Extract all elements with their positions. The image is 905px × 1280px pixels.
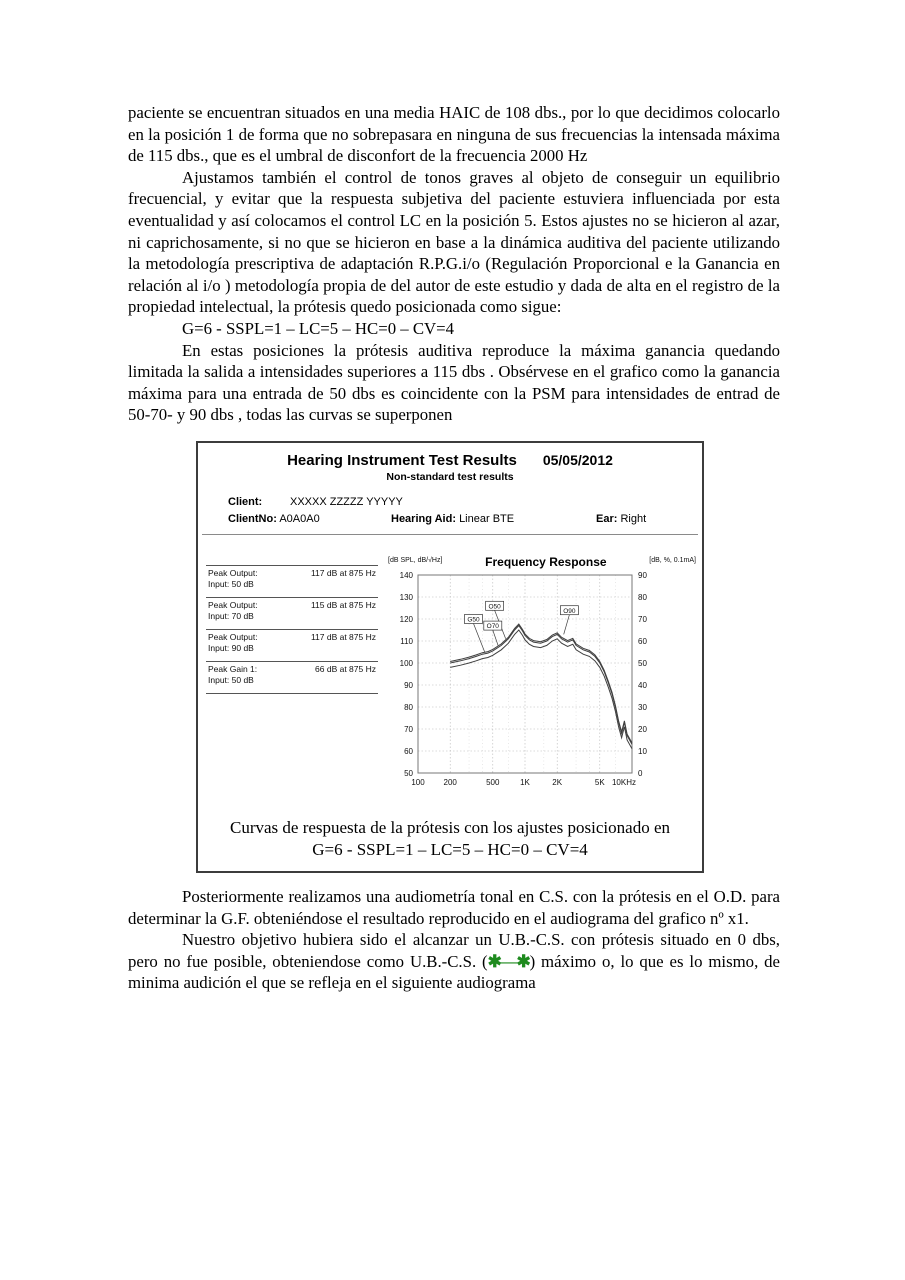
svg-text:O50: O50 xyxy=(488,603,501,611)
clientno-label: ClientNo: xyxy=(228,512,277,525)
paragraph-posiciones: En estas posiciones la prótesis auditiva reproduce la máxima ganancia quedando limitada la salida a intensidades superiores a 115 dbs . Obsérvese en el grafico como la ganancia máxima para una entrada de 50 dbs es coincidente con la PSM para intensidades de entrad de 50-70- y 90 dbs , todas las curvas se superponen xyxy=(128,340,780,425)
measurement-input: Input: 70 dB xyxy=(208,610,254,621)
svg-text:1K: 1K xyxy=(520,777,530,787)
right-axis-unit: [dB, %, 0.1mA] xyxy=(649,556,696,564)
chart-header xyxy=(386,555,698,569)
measurement-input: Input: 50 dB xyxy=(208,674,254,685)
measurement-input: Input: 90 dB xyxy=(208,642,254,653)
clientno-value: A0A0A0 xyxy=(279,512,320,525)
svg-text:G50: G50 xyxy=(467,616,480,624)
ear-group xyxy=(596,513,646,525)
svg-text:60: 60 xyxy=(638,636,647,646)
svg-text:70: 70 xyxy=(404,724,413,734)
frequency-response-chart xyxy=(386,555,698,797)
svg-text:110: 110 xyxy=(400,636,413,646)
paragraph-objetivo xyxy=(128,929,780,994)
svg-text:120: 120 xyxy=(399,614,413,624)
hearing-aid-group xyxy=(391,513,514,525)
measurement-value: 66 dB at 875 Hz xyxy=(315,663,376,674)
measurement-value: 117 dB at 875 Hz xyxy=(310,631,376,642)
caption-line-2: G=6 - SSPL=1 – LC=5 – HC=0 – CV=4 xyxy=(312,839,588,859)
client-label: Client: xyxy=(228,495,263,508)
ear-value: Right xyxy=(620,512,647,525)
svg-text:10KHz: 10KHz xyxy=(611,777,636,787)
objetivo-text-before: Nuestro objetivo hubiera sido el alcanzar un U.B.-C.S. con prótesis situado en 0 dbs, pero no fue posible, obteniendose como U.B.-C.S. ( xyxy=(128,930,780,971)
ear-label: Ear: xyxy=(596,512,618,525)
measurement-row xyxy=(206,629,378,661)
svg-text:90: 90 xyxy=(638,570,647,580)
measurement-label: Peak Output: xyxy=(208,567,258,578)
figure-date: 05/05/2012 xyxy=(542,451,613,468)
response-curve-O70 xyxy=(450,630,632,749)
paragraph-posteriormente: Posteriormente realizamos una audiometría tonal en C.S. con la prótesis en el O.D. para determinar la G.F. obteniéndose el resultado reproducido en el audiograma del grafico nº x1. xyxy=(128,886,780,928)
svg-text:10: 10 xyxy=(638,746,647,756)
svg-text:O70: O70 xyxy=(486,623,499,631)
client-detail-row xyxy=(228,513,678,528)
figure-hearing-test-results xyxy=(196,441,704,873)
paragraph-continuation: paciente se encuentran situados en una media HAIC de 108 dbs., por lo que decidimos colocarlo en la posición 1 de forma que no sobrepasara en ninguna de sus frecuencias la intensada máxima de 115 dbs., que es el umbral de disconfort de la frecuencia 2000 Hz xyxy=(128,103,780,166)
figure-header xyxy=(198,452,702,469)
clientno-group xyxy=(228,513,320,525)
svg-text:20: 20 xyxy=(638,724,647,734)
svg-text:0: 0 xyxy=(638,768,643,778)
client-value: XXXXX ZZZZZ YYYYY xyxy=(290,495,403,508)
settings-values-line: G=6 - SSPL=1 – LC=5 – HC=0 – CV=4 xyxy=(182,318,455,338)
svg-text:5K: 5K xyxy=(594,777,605,787)
objetivo-text-after: ) máximo o, lo que es lo mismo, de minima audición el que se refleja en el siguiente audiograma xyxy=(128,951,781,993)
svg-text:80: 80 xyxy=(404,702,413,712)
hearing-aid-label: Hearing Aid: xyxy=(391,512,456,525)
figure-title: Hearing Instrument Test Results xyxy=(287,451,517,469)
svg-text:50: 50 xyxy=(404,768,413,778)
measurement-row xyxy=(206,597,378,629)
svg-text:140: 140 xyxy=(399,570,413,580)
measurement-label: Peak Output: xyxy=(208,631,258,642)
figure-subtitle: Non-standard test results xyxy=(386,470,514,483)
client-info-block xyxy=(228,496,678,528)
measurement-label: Peak Gain 1: xyxy=(208,663,258,674)
document-page xyxy=(128,102,780,994)
svg-text:70: 70 xyxy=(638,614,647,624)
svg-text:2K: 2K xyxy=(552,777,563,787)
measurement-label: Peak Output: xyxy=(208,599,258,610)
svg-text:60: 60 xyxy=(404,746,413,756)
svg-text:80: 80 xyxy=(638,592,647,602)
svg-text:O90: O90 xyxy=(563,607,576,615)
frequency-response-plot xyxy=(386,569,694,797)
measurement-value: 117 dB at 875 Hz xyxy=(310,567,376,578)
svg-text:40: 40 xyxy=(638,680,647,690)
left-axis-unit: [dB SPL, dB/√Hz] xyxy=(388,556,443,564)
chart-title: Frequency Response xyxy=(485,554,607,569)
hearing-aid-value: Linear BTE xyxy=(459,512,515,525)
measurement-row xyxy=(206,565,378,597)
paragraph-ajustamos: Ajustamos también el control de tonos graves al objeto de conseguir un equilibrio frecuencial, y evitar que la respuesta subjetiva del paciente estuviera influenciada por esta eventualidad y así colocamos el control LC en la posición 5. Estos ajustes no se hicieron al azar, ni caprichosamente, si no que se hicieron en base a la dinámica auditiva del paciente utilizando la metodología prescriptiva de adaptación R.P.G.i/o (Regulación Proporcional e la Ganancia en relación al i/o ) metodología propia de del autor de este estudio y dada de alta en el registro de la propiedad intelectual, la prótesis quedo posicionada como sigue: xyxy=(128,167,780,317)
measurement-panel xyxy=(206,565,378,694)
svg-text:30: 30 xyxy=(638,702,647,712)
measurement-input: Input: 50 dB xyxy=(208,578,254,589)
figure-body xyxy=(198,535,702,797)
svg-text:50: 50 xyxy=(638,658,647,668)
svg-text:130: 130 xyxy=(399,592,413,602)
svg-text:500: 500 xyxy=(486,777,500,787)
svg-text:100: 100 xyxy=(411,777,425,787)
figure-caption xyxy=(204,817,696,861)
svg-text:100: 100 xyxy=(399,658,413,668)
svg-text:90: 90 xyxy=(404,680,413,690)
client-row xyxy=(228,496,678,508)
response-curve-O90 xyxy=(450,624,632,743)
measurement-value: 115 dB at 875 Hz xyxy=(310,599,376,610)
svg-text:200: 200 xyxy=(443,777,457,787)
caption-line-1: Curvas de respuesta de la prótesis con los ajustes posicionado en xyxy=(229,817,670,837)
measurement-row xyxy=(206,661,378,693)
ub-cs-curve-symbol: ✱—✱ xyxy=(487,951,530,971)
